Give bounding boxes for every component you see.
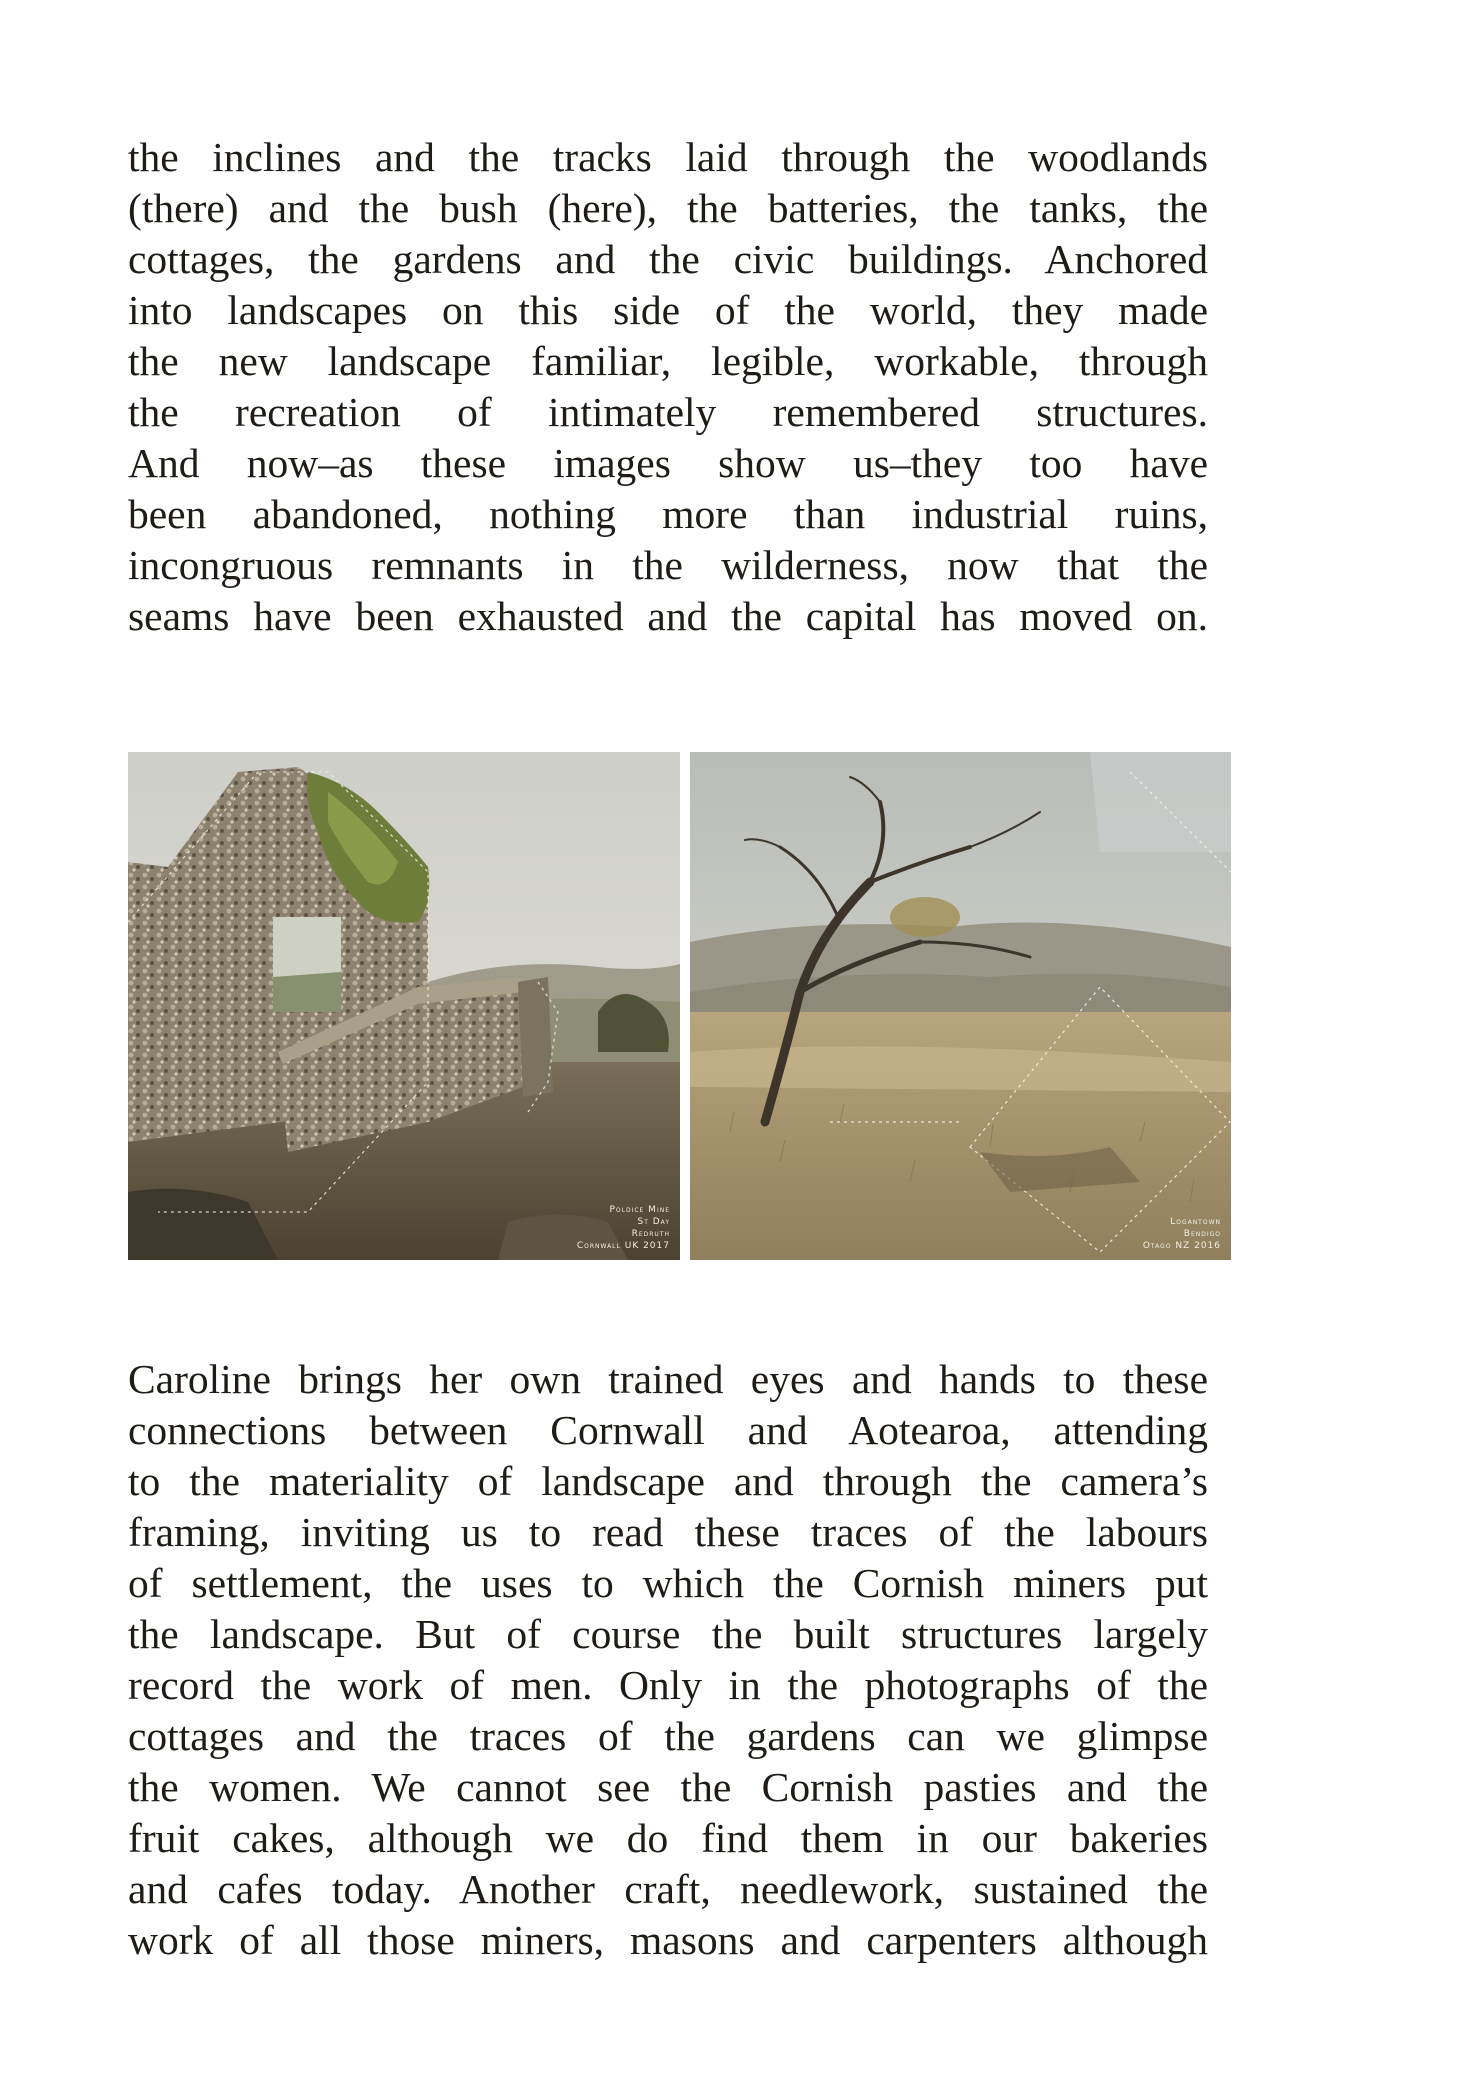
- text-line: and cafes today. Another craft, needlework, sustained the: [128, 1866, 1208, 1912]
- text-line: work of all those miners, masons and carpenters although: [128, 1917, 1208, 1963]
- text-line: cottages, the gardens and the civic buildings. Anchored: [128, 236, 1208, 282]
- photo-ruin-illustration: [128, 752, 680, 1260]
- text-line: the landscape. But of course the built structures largely: [128, 1611, 1208, 1657]
- caption-line: Bendigo: [1183, 1229, 1221, 1239]
- photo-logantown: [690, 752, 1231, 1260]
- caption-line: Otago NZ 2016: [1142, 1241, 1221, 1251]
- text-line: fruit cakes, although we do find them in our bakeries: [128, 1815, 1208, 1861]
- text-line: into landscapes on this side of the world, they made: [128, 287, 1208, 333]
- text-line: Caroline brings her own trained eyes and hands to these: [128, 1356, 1208, 1402]
- body-paragraph-bottom: [128, 1354, 1208, 1966]
- text-line: incongruous remnants in the wilderness, now that the: [128, 542, 1208, 588]
- text-line: the inclines and the tracks laid through the woodlands: [128, 134, 1208, 180]
- caption-line: Poldice Mine: [609, 1205, 670, 1215]
- text-line: the recreation of intimately remembered structures.: [128, 389, 1208, 435]
- text-line: (there) and the bush (here), the batteries, the tanks, the: [128, 185, 1208, 231]
- text-line: the new landscape familiar, legible, workable, through: [128, 338, 1208, 384]
- caption-line: Redruth: [631, 1229, 670, 1239]
- text-line: record the work of men. Only in the photographs of the: [128, 1662, 1208, 1708]
- caption-line: Logantown: [1170, 1217, 1221, 1227]
- text-line: of settlement, the uses to which the Cornish miners put: [128, 1560, 1208, 1606]
- caption-line: St Day: [637, 1217, 670, 1227]
- text-line: seams have been exhausted and the capital has moved on.: [128, 593, 1208, 639]
- text-line: to the materiality of landscape and through the camera’s: [128, 1458, 1208, 1504]
- photo-tree-illustration: [690, 752, 1231, 1260]
- text-line: connections between Cornwall and Aotearoa, attending: [128, 1407, 1208, 1453]
- photo-caption: [577, 1204, 670, 1252]
- text-line: framing, inviting us to read these traces of the labours: [128, 1509, 1208, 1555]
- photo-caption: [1143, 1216, 1221, 1252]
- body-paragraph-top: [128, 132, 1208, 642]
- text-line: cottages and the traces of the gardens can we glimpse: [128, 1713, 1208, 1759]
- text-line: the women. We cannot see the Cornish pasties and the: [128, 1764, 1208, 1810]
- text-line: been abandoned, nothing more than industrial ruins,: [128, 491, 1208, 537]
- text-line: And now–as these images show us–they too have: [128, 440, 1208, 486]
- photo-poldice-mine: [128, 752, 680, 1260]
- caption-line: Cornwall UK 2017: [576, 1241, 670, 1251]
